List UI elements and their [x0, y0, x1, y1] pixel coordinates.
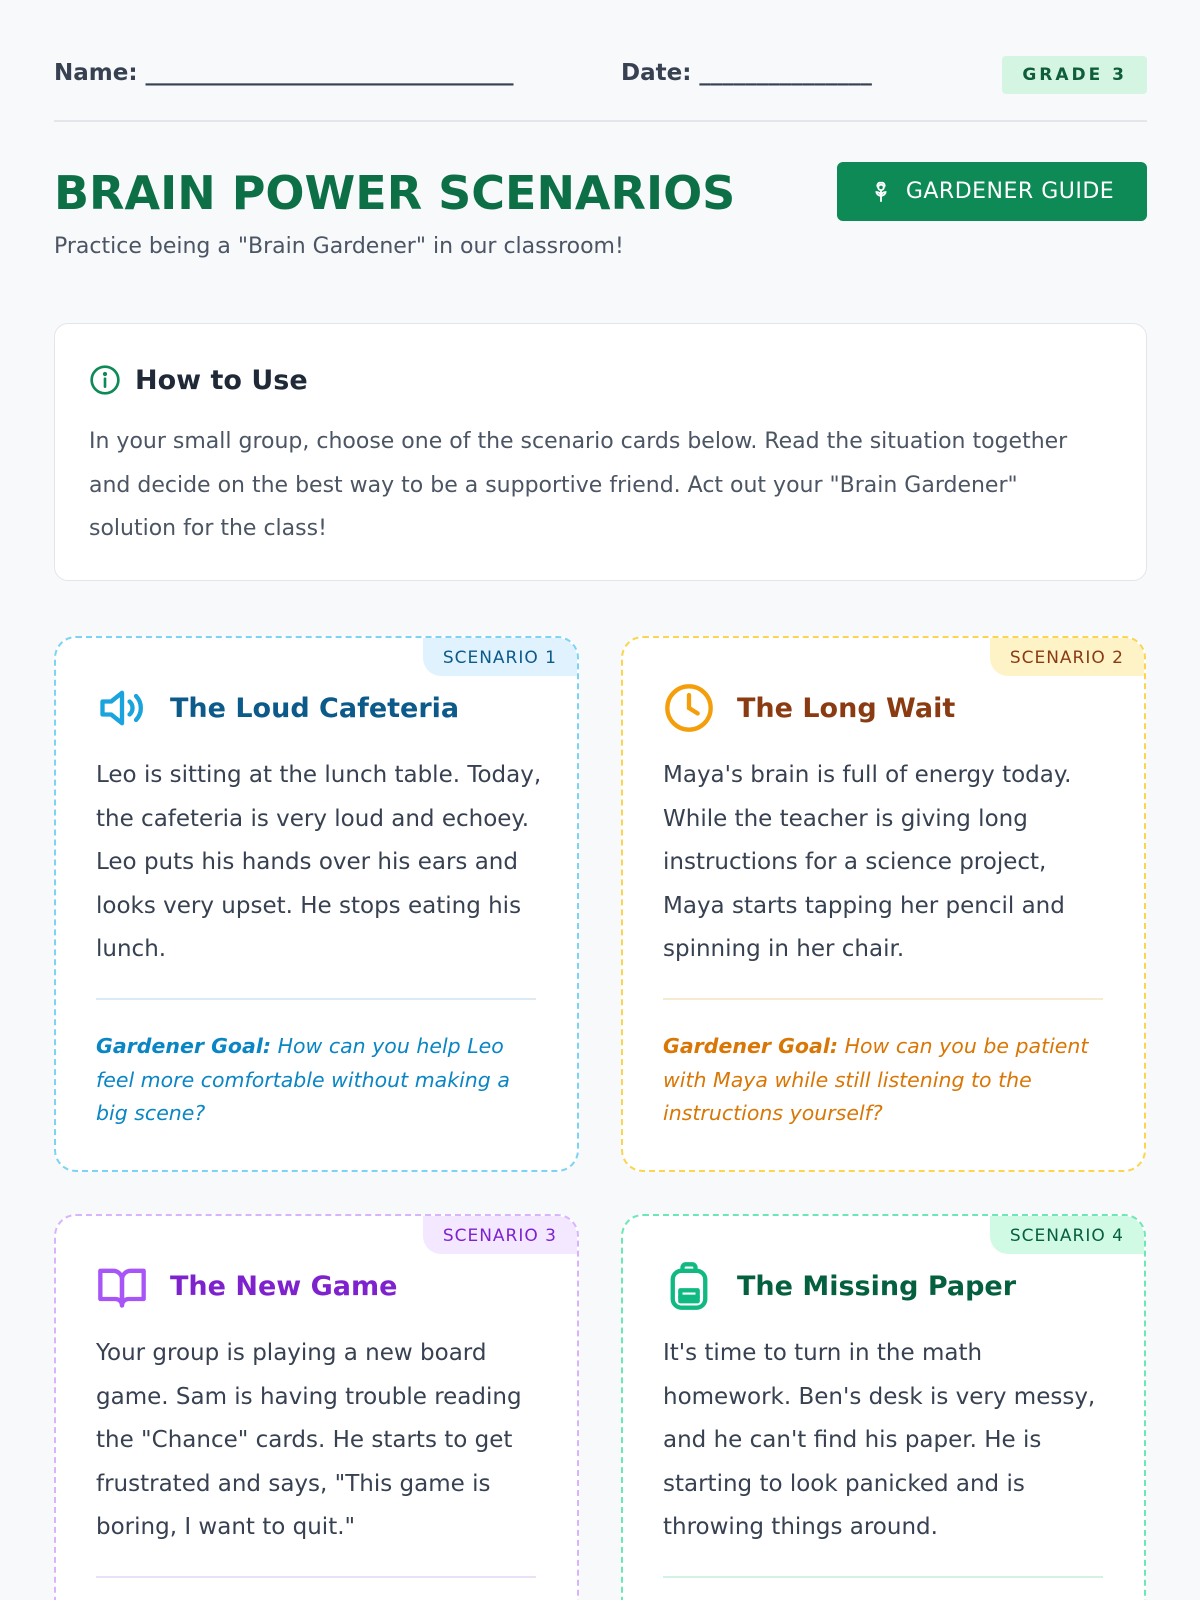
grade-badge: GRADE 3 — [1002, 56, 1147, 94]
scenario-title: The Loud Cafeteria — [170, 692, 460, 724]
scenario-card-1[interactable] — [54, 636, 579, 1172]
backpack-icon — [663, 1260, 715, 1312]
scenario-tag: SCENARIO 3 — [423, 1216, 577, 1254]
scenario-tag: SCENARIO 2 — [990, 638, 1144, 676]
page-subtitle: Practice being a "Brain Gardener" in our classroom! — [54, 234, 624, 259]
name-field[interactable]: Name: ________________________________ — [54, 60, 514, 86]
scenario-card-3[interactable] — [54, 1214, 579, 1600]
scenario-body: It's time to turn in the math homework. Ben's desk is very messy, and he can't find his paper. He is starting to look panicked and is throwing things around. — [663, 1340, 1096, 1540]
scenario-divider — [663, 1576, 1103, 1578]
gardener-goal-label: Gardener Goal: — [96, 1034, 272, 1058]
gardener-goal-text: How can you be patient with Maya while still listening to the instructions yourself? — [663, 1034, 1089, 1125]
scenario-tag: SCENARIO 4 — [990, 1216, 1144, 1254]
info-icon — [89, 364, 121, 396]
flower-icon — [870, 181, 892, 203]
scenario-divider — [96, 998, 536, 1000]
header-divider — [54, 120, 1147, 122]
scenario-body: Leo is sitting at the lunch table. Today, the cafeteria is very loud and echoey. Leo puts his hands over his ears and looks very upset. He stops eating his lunch. — [96, 762, 542, 962]
speaker-icon — [96, 682, 148, 734]
scenario-divider — [663, 998, 1103, 1000]
scenario-title: The New Game — [170, 1270, 398, 1302]
clock-icon — [663, 682, 715, 734]
gardener-goal — [663, 1030, 1108, 1131]
gardener-guide-label: GARDENER GUIDE — [905, 179, 1115, 204]
meta-row — [54, 56, 1147, 92]
scenario-body: Maya's brain is full of energy today. While the teacher is giving long instructions for a science project, Maya starts tapping her pencil and spinning in her chair. — [663, 762, 1072, 962]
scenario-heading — [663, 682, 955, 734]
scenario-card-4[interactable] — [621, 1214, 1146, 1600]
scenario-body: Your group is playing a new board game. Sam is having trouble reading the "Chance" cards. He starts to get frustrated and says, "This game is boring, I want to quit." — [96, 1340, 522, 1540]
scenario-divider — [96, 1576, 536, 1578]
date-field[interactable]: Date: _______________ — [621, 60, 872, 86]
gardener-goal-label: Gardener Goal: — [663, 1034, 839, 1058]
gardener-guide-button[interactable] — [837, 162, 1147, 221]
how-to-use-heading — [89, 364, 308, 396]
scenario-heading — [663, 1260, 1016, 1312]
page-title: BRAIN POWER SCENARIOS — [54, 166, 736, 220]
gardener-goal — [96, 1030, 541, 1131]
scenario-title: The Long Wait — [737, 692, 956, 724]
scenario-card-2[interactable] — [621, 636, 1146, 1172]
scenario-title: The Missing Paper — [737, 1270, 1017, 1302]
how-to-use-title: How to Use — [135, 364, 308, 396]
scenario-heading — [96, 682, 459, 734]
how-to-use-text: In your small group, choose one of the scenario cards below. Read the situation together and decide on the best way to be a supportive friend. Act out your "Brain Gardener" solution for the class! — [89, 429, 1068, 541]
scenario-heading — [96, 1260, 397, 1312]
how-to-use-card — [54, 323, 1147, 581]
gardener-goal-text: How can you help Leo feel more comfortable without making a big scene? — [96, 1034, 510, 1125]
book-icon — [96, 1260, 148, 1312]
scenario-tag: SCENARIO 1 — [423, 638, 577, 676]
